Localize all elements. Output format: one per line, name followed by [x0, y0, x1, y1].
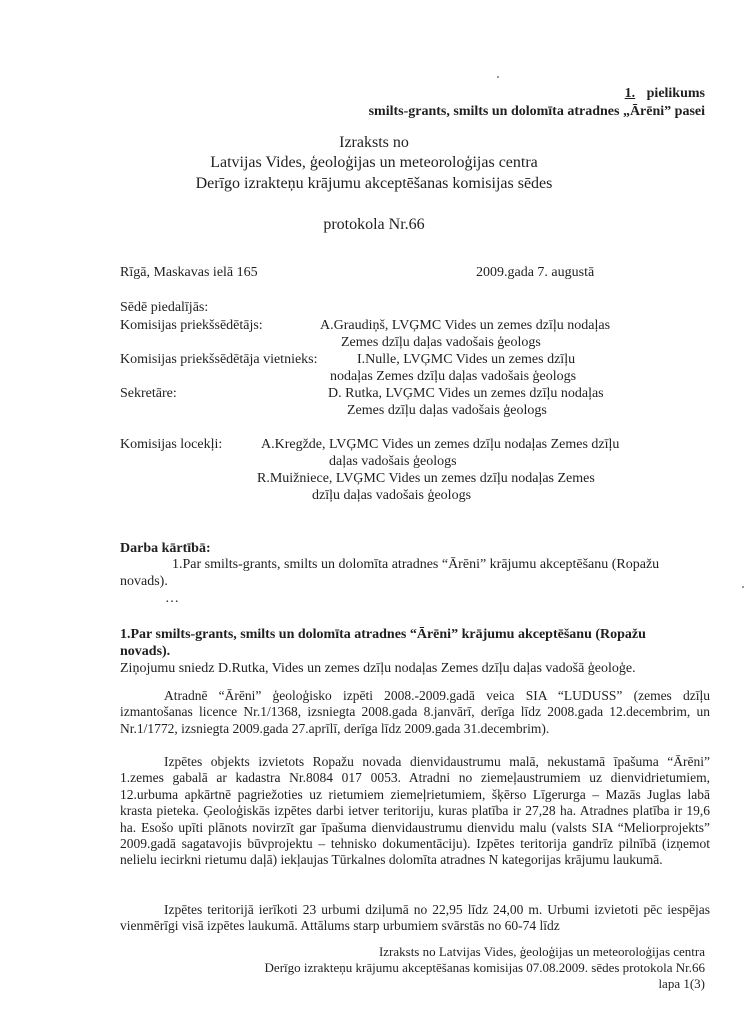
- member-1-line-1: A.Kregžde, LVĢMC Vides un zemes dzīļu nodaļas Zemes dzīļu: [261, 437, 620, 452]
- place: Rīgā, Maskavas ielā 165: [120, 265, 258, 280]
- annex-word: pielikums: [646, 86, 705, 101]
- title-line-2: Latvijas Vides, ģeoloģijas un meteoroloģijas centra: [210, 154, 538, 171]
- agenda-item-line-1: 1.Par smilts-grants, smilts un dolomīta atradnes “Ārēni” krājumu akceptēšanu (Ropažu: [172, 557, 660, 572]
- agenda-heading: Darba kārtībā:: [120, 541, 211, 556]
- annex-number: 1.: [624, 86, 636, 101]
- vice-chair-label: Komisijas priekšsēdētāja vietnieks:: [120, 352, 318, 367]
- section-heading-line-2: novads).: [120, 644, 171, 659]
- page-number: lapa 1(3): [658, 976, 705, 991]
- title-line-1: Izraksts no: [339, 134, 409, 151]
- agenda-ellipsis: …: [165, 591, 179, 606]
- member-2-line-1: R.Muižniece, LVĢMC Vides un zemes dzīļu nodaļas Zemes: [257, 471, 595, 486]
- footer-line-1: Izraksts no Latvijas Vides, ģeoloģijas un meteoroloģijas centra: [378, 944, 705, 959]
- secretary-name-line-2: Zemes dzīļu daļas vadošais ģeologs: [347, 403, 547, 418]
- reporter-line: Ziņojumu sniedz D.Rutka, Vides un zemes dzīļu nodaļas Zemes dzīļu daļas vadošā ģeoloģe.: [120, 661, 636, 676]
- title-line-3: Derīgo izrakteņu krājumu akceptēšanas komisijas sēdes: [195, 175, 553, 192]
- chair-name-line-2: Zemes dzīļu daļas vadošais ģeologs: [341, 335, 541, 350]
- annex-header: [625, 86, 705, 102]
- scan-speck: [497, 76, 499, 78]
- date: 2009.gada 7. augustā: [476, 265, 595, 280]
- chair-name-line-1: A.Graudiņš, LVĢMC Vides un zemes dzīļu nodaļas: [320, 318, 611, 333]
- protocol-number: protokola Nr.66: [323, 216, 425, 233]
- chair-label: Komisijas priekšsēdētājs:: [120, 318, 263, 333]
- vice-chair-name-line-2: nodaļas Zemes dzīļu daļas vadošais ģeologs: [330, 369, 577, 384]
- attendees-heading: Sēdē piedalījās:: [120, 300, 209, 315]
- secretary-label: Sekretāre:: [120, 386, 177, 401]
- annex-subtitle: smilts-grants, smilts un dolomīta atradnes „Ārēni” pasei: [368, 104, 705, 119]
- section-heading-line-1: 1.Par smilts-grants, smilts un dolomīta atradnes “Ārēni” krājumu akceptēšanu (Ropažu: [120, 627, 646, 642]
- agenda-item-line-2: novads).: [120, 574, 168, 589]
- footer-line-2: Derīgo izrakteņu krājumu akceptēšanas komisijas 07.08.2009. sēdes protokola Nr.66: [264, 960, 705, 975]
- member-2-line-2: dzīļu daļas vadošais ģeologs: [312, 488, 472, 503]
- member-1-line-2: daļas vadošais ģeologs: [329, 454, 457, 469]
- secretary-name-line-1: D. Rutka, LVĢMC Vides un zemes dzīļu nodaļas: [328, 386, 604, 401]
- scan-speck: [742, 586, 744, 588]
- paragraph-2: Izpētes objekts izvietots Ropažu novada dienvidaustrumu malā, nekustamā īpašuma “Ārēni” 1.zemes gabalā ar kadastra Nr.8084 017 0053. Atradni no ziemeļaustrumiem uz dienvidrietumiem, 12.urbuma apkārtnē pagriežoties uz rietumiem ziemeļrietumiem, šķērso Līgerurga – Mazās Juglas labā krasta pieteka. Ģeoloģiskās izpētes darbi ietver teritoriju, kuras platība ir 27,28 ha. Atradnes platība ir 19,6 ha. Esošo upīti plānots novirzīt gar īpašuma dienvidaustrumu dienvidu malu (valsts SIA “Meliorprojekts” 2009.gadā sagatavojis būvprojektu – tehnisko dokumentāciju). Izpētes teritorija gandrīz pilnībā (izņemot nelielu iecirkni rietumu daļā) iekļaujas Tūrkalnes dolomīta atradnes N kategorijas krājumu laukumā.: [120, 754, 710, 868]
- vice-chair-name-line-1: I.Nulle, LVĢMC Vides un zemes dzīļu: [357, 352, 576, 367]
- paragraph-1: Atradnē “Ārēni” ģeoloģisko izpēti 2008.-2009.gadā veica SIA “LUDUSS” (zemes dzīļu izmantošanas licence Nr.1/1368, izsniegta 2008.gada 8.janvārī, derīga līdz 2008.gada 12.decembrim, un Nr.1/1772, izsniegta 2009.gada 27.aprīlī, derīga līdz 2009.gada 31.decembrim).: [120, 688, 710, 736]
- paragraph-3: Izpētes teritorijā ierīkoti 23 urbumi dziļumā no 22,95 līdz 24,00 m. Urbumi izvietoti pēc iespējas vienmērīgi visā izpētes laukumā. Attālums starp urbumiem svārstās no 60-74 līdz: [120, 902, 710, 934]
- members-label: Komisijas locekļi:: [120, 437, 223, 452]
